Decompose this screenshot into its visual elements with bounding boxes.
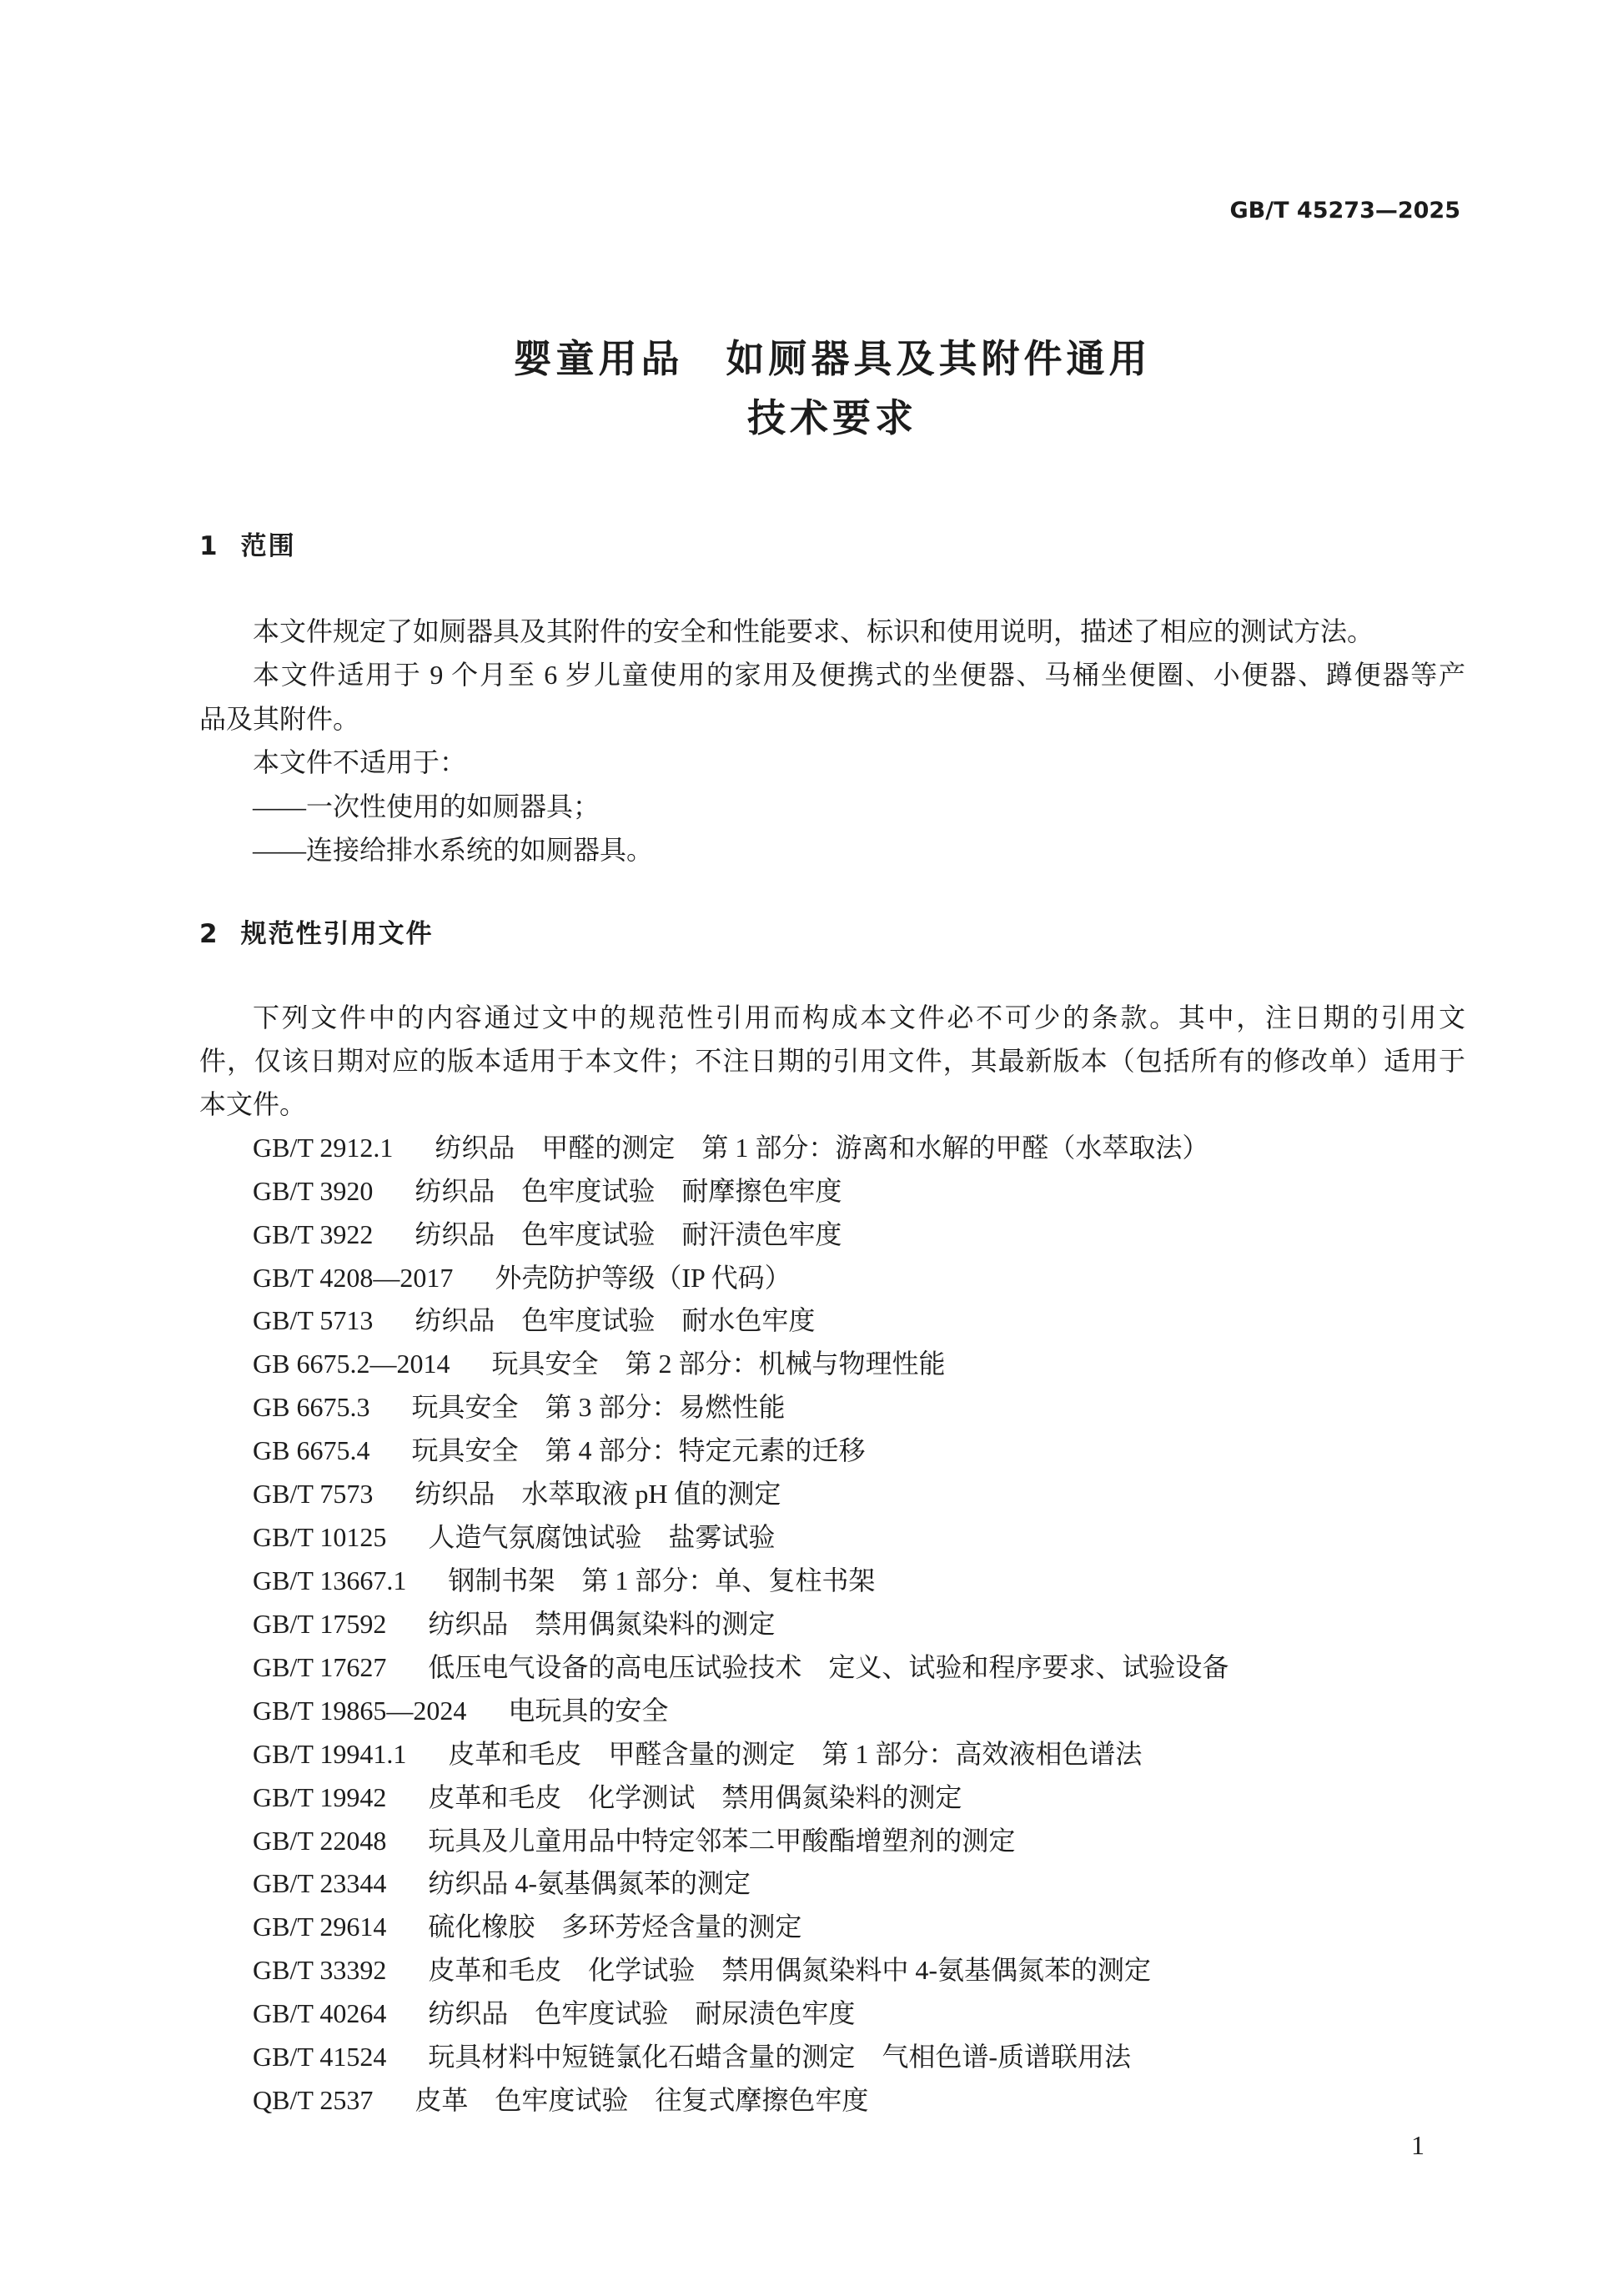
title-line: 婴童用品 如厕器具及其附件通用 (513, 336, 1152, 381)
section-title: 规范性引用文件 (240, 919, 434, 949)
text-line: 本文件不适用于： (253, 747, 467, 778)
text-line: 本文件规定了如厕器具及其附件的安全和性能要求、标识和使用说明，描述了相应的测试方法。 (253, 616, 1374, 646)
reference-title: 纺织品 色牢度试验 耐水色牢度 (415, 1305, 816, 1336)
reference-code: GB/T 41524 (253, 2042, 387, 2072)
reference-entry (199, 1690, 1465, 1733)
section-body-normative-references (199, 997, 1465, 2123)
reference-title: 外壳防护等级（IP 代码） (495, 1262, 791, 1293)
list-item: ——连接给排水系统的如厕器具。 (253, 835, 654, 866)
reference-code: GB/T 7573 (253, 1479, 374, 1510)
reference-title: 硫化橡胶 多环芳烃含量的测定 (428, 1912, 802, 1942)
paragraph (199, 610, 1465, 653)
reference-title: 纺织品 水萃取液 pH 值的测定 (415, 1479, 781, 1510)
reference-entry (199, 1906, 1465, 1949)
text-line: 本文件。 (199, 1088, 307, 1119)
reference-title: 皮革 色牢度试验 往复式摩擦色牢度 (415, 2085, 869, 2116)
section-body-scope (199, 610, 1465, 872)
page-number: 1 (1411, 2130, 1425, 2160)
reference-entry (199, 1949, 1465, 1992)
reference-title: 低压电气设备的高电压试验技术 定义、试验和程序要求、试验设备 (428, 1651, 1229, 1682)
reference-title: 纺织品 甲醛的测定 第 1 部分：游离和水解的甲醛（水萃取法） (435, 1132, 1209, 1163)
reference-code: GB/T 10125 (253, 1522, 387, 1553)
reference-title: 纺织品 4-氨基偶氮苯的测定 (428, 1868, 751, 1899)
reference-title: 纺织品 色牢度试验 耐摩擦色牢度 (415, 1175, 842, 1206)
reference-entry (199, 1343, 1465, 1386)
text-line: 件，仅该日期对应的版本适用于本文件；不注日期的引用文件，其最新版本（包括所有的修改单）适用于 (199, 1045, 1465, 1076)
title-line: 技术要求 (747, 395, 917, 440)
reference-title: 皮革和毛皮 化学测试 禁用偶氮染料的测定 (428, 1781, 962, 1812)
reference-entry (199, 1992, 1465, 2036)
reference-title: 皮革和毛皮 化学试验 禁用偶氮染料中 4-氨基偶氮苯的测定 (428, 1955, 1151, 1986)
reference-entry (199, 2079, 1465, 2123)
text-line: 下列文件中的内容通过文中的规范性引用而构成本文件必不可少的条款。其中，注日期的引用文 (253, 1002, 1465, 1032)
reference-title: 皮革和毛皮 甲醛含量的测定 第 1 部分：高效液相色谱法 (448, 1738, 1143, 1769)
reference-title: 玩具材料中短链氯化石蜡含量的测定 气相色谱-质谱联用法 (428, 2042, 1131, 2072)
section-number: 2 (199, 919, 218, 949)
standard-number: GB/T 45273—2025 (1229, 198, 1460, 224)
reference-code: GB/T 5713 (253, 1305, 374, 1336)
text-line: 品及其附件。 (199, 703, 360, 734)
reference-title: 钢制书架 第 1 部分：单、复柱书架 (448, 1565, 876, 1595)
reference-code: GB 6675.4 (253, 1435, 370, 1466)
reference-code: GB/T 3922 (253, 1218, 374, 1249)
paragraph (199, 997, 1465, 1127)
reference-title: 玩具安全 第 2 部分：机械与物理性能 (491, 1349, 946, 1379)
reference-entry (199, 1299, 1465, 1343)
reference-code: GB/T 22048 (253, 1825, 387, 1856)
reference-title: 玩具及儿童用品中特定邻苯二甲酸酯增塑剂的测定 (428, 1825, 1016, 1856)
section-heading (199, 530, 296, 563)
section-number: 1 (199, 531, 218, 561)
reference-entry (199, 1603, 1465, 1646)
reference-title: 纺织品 色牢度试验 耐汗渍色牢度 (415, 1218, 842, 1249)
reference-entry (199, 1646, 1465, 1690)
reference-entry (199, 2036, 1465, 2079)
reference-code: GB 6675.2—2014 (253, 1349, 450, 1379)
reference-code: GB/T 2912.1 (253, 1132, 394, 1163)
reference-title: 纺织品 禁用偶氮染料的测定 (428, 1608, 776, 1639)
reference-code: GB/T 17627 (253, 1651, 387, 1682)
paragraph (199, 653, 1465, 741)
reference-title: 纺织品 色牢度试验 耐尿渍色牢度 (428, 1998, 856, 2029)
reference-entry (199, 1386, 1465, 1429)
reference-entry (199, 1170, 1465, 1213)
reference-code: GB/T 29614 (253, 1912, 387, 1942)
reference-code: GB/T 33392 (253, 1955, 387, 1986)
reference-code: GB 6675.3 (253, 1392, 370, 1423)
text-line: 本文件适用于 9 个月至 6 岁儿童使用的家用及便携式的坐便器、马桶坐便圈、小便器、蹲便器等产 (253, 660, 1465, 691)
reference-entry (199, 1257, 1465, 1300)
reference-title: 电玩具的安全 (508, 1695, 669, 1726)
reference-entry (199, 1560, 1465, 1603)
reference-entry (199, 1516, 1465, 1560)
reference-code: GB/T 19865—2024 (253, 1695, 467, 1726)
reference-code: QB/T 2537 (253, 2085, 374, 2116)
section-heading (199, 917, 434, 951)
reference-code: GB/T 19942 (253, 1781, 387, 1812)
reference-title: 玩具安全 第 4 部分：特定元素的迁移 (411, 1435, 866, 1466)
reference-code: GB/T 13667.1 (253, 1565, 407, 1595)
document-title (199, 329, 1465, 448)
reference-entry (199, 1429, 1465, 1473)
reference-code: GB/T 23344 (253, 1868, 387, 1899)
paragraph (199, 741, 1465, 784)
reference-title: 人造气氛腐蚀试验 盐雾试验 (428, 1522, 776, 1553)
reference-entry (199, 1127, 1465, 1170)
reference-code: GB/T 4208—2017 (253, 1262, 454, 1293)
list-item: ——一次性使用的如厕器具； (253, 791, 600, 821)
reference-title: 玩具安全 第 3 部分：易燃性能 (411, 1392, 786, 1423)
reference-entry (199, 1213, 1465, 1257)
reference-entry (199, 1776, 1465, 1820)
section-title: 范围 (240, 531, 296, 561)
reference-entry (199, 1733, 1465, 1776)
reference-code: GB/T 40264 (253, 1998, 387, 2029)
reference-code: GB/T 19941.1 (253, 1738, 407, 1769)
reference-code: GB/T 17592 (253, 1608, 387, 1639)
reference-entry (199, 1473, 1465, 1516)
reference-entry (199, 1820, 1465, 1863)
reference-entry (199, 1862, 1465, 1906)
reference-code: GB/T 3920 (253, 1175, 374, 1206)
